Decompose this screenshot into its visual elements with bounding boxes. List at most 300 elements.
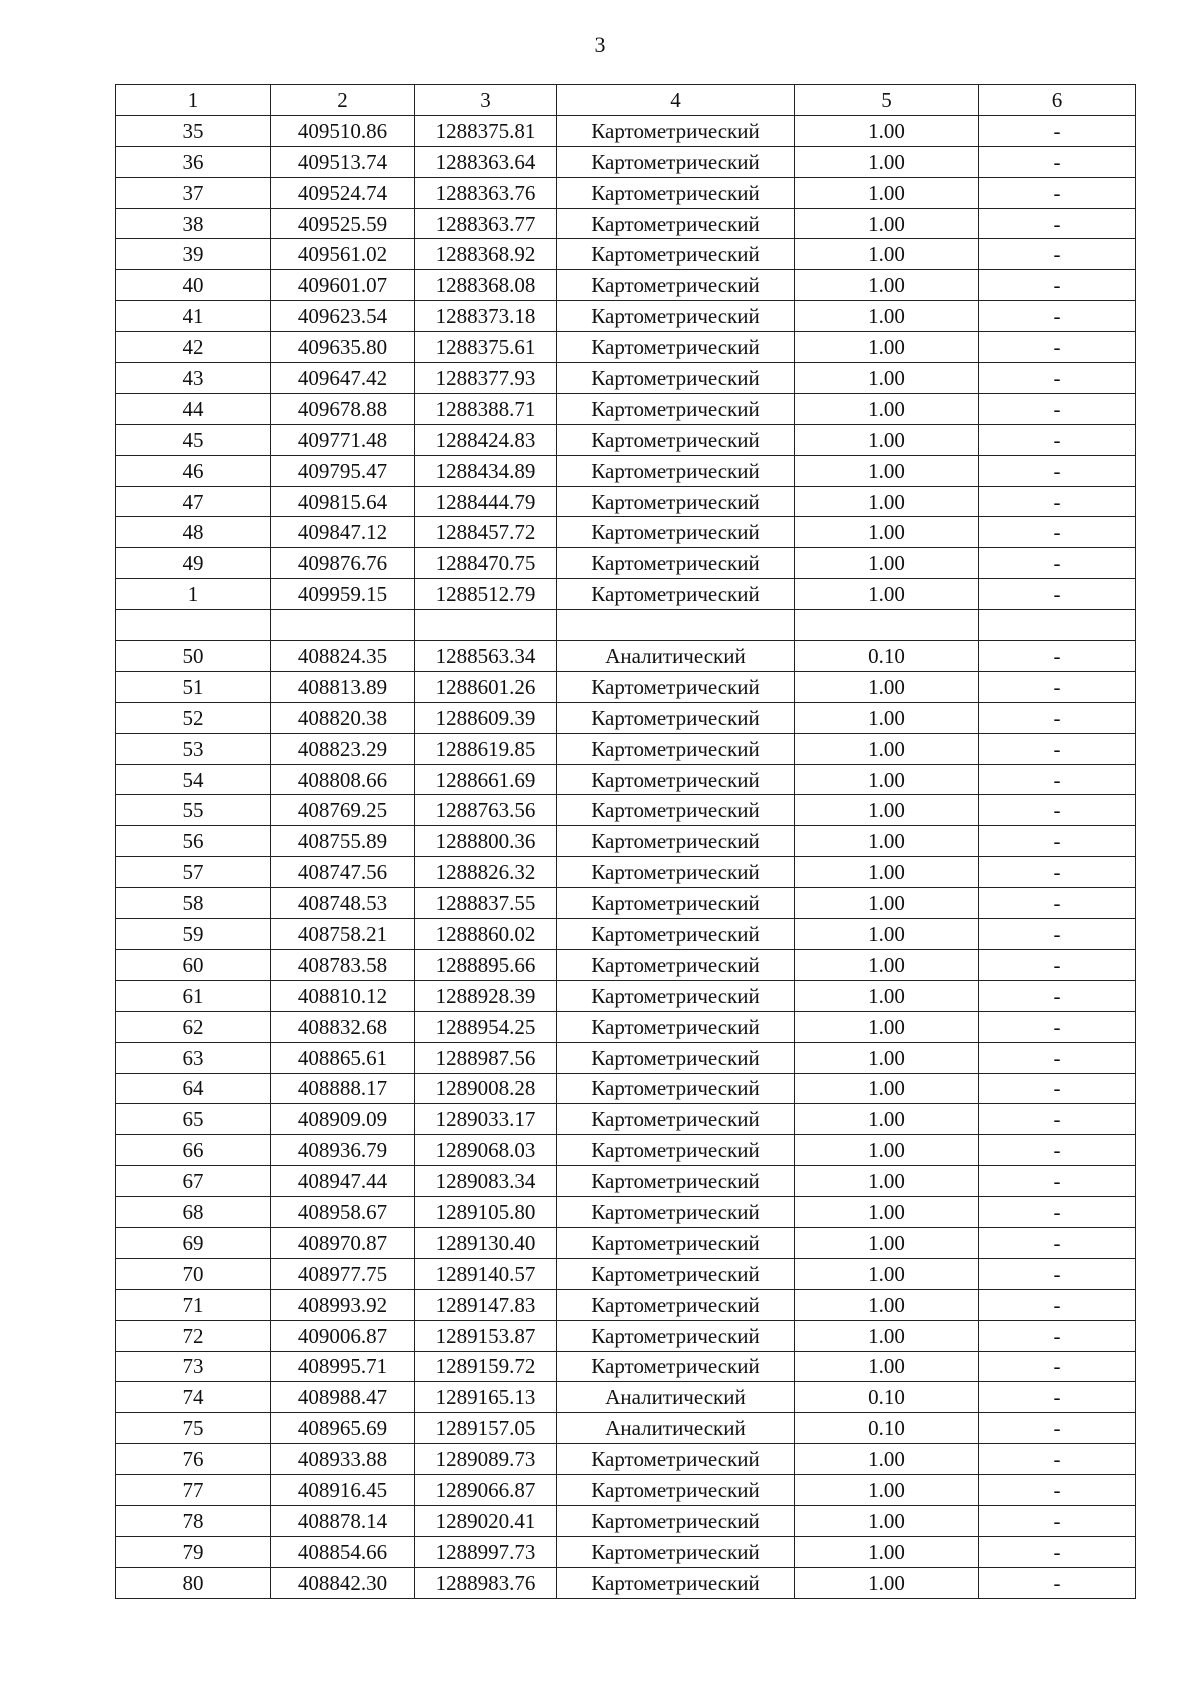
cell-note: - bbox=[979, 641, 1136, 672]
cell-method: Картометрический bbox=[557, 702, 795, 733]
cell-coord-y: 1288377.93 bbox=[415, 363, 557, 394]
cell-coord-y: 1289066.87 bbox=[415, 1475, 557, 1506]
cell-coord-x: 408878.14 bbox=[271, 1505, 415, 1536]
cell-coord-y: 1288826.32 bbox=[415, 857, 557, 888]
cell-coord-y: 1288609.39 bbox=[415, 702, 557, 733]
cell-method: Картометрический bbox=[557, 980, 795, 1011]
cell-method: Картометрический bbox=[557, 517, 795, 548]
cell-coord-y: 1289033.17 bbox=[415, 1104, 557, 1135]
cell-accuracy: 1.00 bbox=[795, 1536, 979, 1567]
cell-point-number: 60 bbox=[116, 949, 271, 980]
cell-method: Картометрический bbox=[557, 548, 795, 579]
cell-method: Картометрический bbox=[557, 764, 795, 795]
cell-coord-x: 409847.12 bbox=[271, 517, 415, 548]
cell-method: Картометрический bbox=[557, 486, 795, 517]
column-header-3: 3 bbox=[415, 85, 557, 116]
cell-point-number: 55 bbox=[116, 795, 271, 826]
table-row bbox=[116, 980, 1136, 1011]
cell-point-number: 36 bbox=[116, 146, 271, 177]
cell-coord-x: 409623.54 bbox=[271, 301, 415, 332]
cell-point-number: 54 bbox=[116, 764, 271, 795]
cell-point-number: 42 bbox=[116, 332, 271, 363]
cell-coord-x: 409815.64 bbox=[271, 486, 415, 517]
cell-accuracy: 1.00 bbox=[795, 795, 979, 826]
cell-accuracy: 1.00 bbox=[795, 424, 979, 455]
cell-accuracy: 1.00 bbox=[795, 301, 979, 332]
cell-note: - bbox=[979, 949, 1136, 980]
cell-note: - bbox=[979, 1042, 1136, 1073]
cell-note: - bbox=[979, 177, 1136, 208]
table-row bbox=[116, 1042, 1136, 1073]
cell-coord-x: 408909.09 bbox=[271, 1104, 415, 1135]
table-row bbox=[116, 1104, 1136, 1135]
cell-point-number: 44 bbox=[116, 393, 271, 424]
cell-note: - bbox=[979, 1475, 1136, 1506]
cell-method: Картометрический bbox=[557, 455, 795, 486]
cell-method: Картометрический bbox=[557, 949, 795, 980]
table-row bbox=[116, 1475, 1136, 1506]
cell-point-number: 52 bbox=[116, 702, 271, 733]
cell-coord-y: 1288470.75 bbox=[415, 548, 557, 579]
cell-note: - bbox=[979, 1382, 1136, 1413]
cell-point-number: 69 bbox=[116, 1227, 271, 1258]
cell-note: - bbox=[979, 1073, 1136, 1104]
cell-point-number: 67 bbox=[116, 1166, 271, 1197]
cell-coord-x: 408947.44 bbox=[271, 1166, 415, 1197]
cell-method: Аналитический bbox=[557, 1413, 795, 1444]
cell-coord-x: 409561.02 bbox=[271, 239, 415, 270]
cell-method: Аналитический bbox=[557, 641, 795, 672]
cell-coord-y: 1288363.77 bbox=[415, 208, 557, 239]
cell-accuracy: 1.00 bbox=[795, 857, 979, 888]
cell-method: Картометрический bbox=[557, 579, 795, 610]
cell-coord-x: 408977.75 bbox=[271, 1258, 415, 1289]
cell-note: - bbox=[979, 795, 1136, 826]
cell-method: Картометрический bbox=[557, 301, 795, 332]
cell-note bbox=[979, 610, 1136, 641]
cell-accuracy: 1.00 bbox=[795, 919, 979, 950]
cell-coord-x: 409601.07 bbox=[271, 270, 415, 301]
cell-coord-x: 408810.12 bbox=[271, 980, 415, 1011]
cell-coord-y: 1288444.79 bbox=[415, 486, 557, 517]
cell-point-number: 35 bbox=[116, 115, 271, 146]
cell-coord-x: 408970.87 bbox=[271, 1227, 415, 1258]
cell-coord-x: 409876.76 bbox=[271, 548, 415, 579]
cell-coord-y: 1288895.66 bbox=[415, 949, 557, 980]
cell-coord-x: 409524.74 bbox=[271, 177, 415, 208]
cell-note: - bbox=[979, 1320, 1136, 1351]
cell-method: Картометрический bbox=[557, 1351, 795, 1382]
table-row bbox=[116, 1166, 1136, 1197]
table-row bbox=[116, 1505, 1136, 1536]
cell-accuracy: 1.00 bbox=[795, 1042, 979, 1073]
cell-point-number: 57 bbox=[116, 857, 271, 888]
cell-point-number: 73 bbox=[116, 1351, 271, 1382]
cell-point-number: 62 bbox=[116, 1011, 271, 1042]
table-row bbox=[116, 1444, 1136, 1475]
cell-note: - bbox=[979, 208, 1136, 239]
cell-point-number: 37 bbox=[116, 177, 271, 208]
cell-point-number: 49 bbox=[116, 548, 271, 579]
table-row bbox=[116, 270, 1136, 301]
cell-method: Картометрический bbox=[557, 1227, 795, 1258]
table-row bbox=[116, 579, 1136, 610]
table-row bbox=[116, 610, 1136, 641]
cell-note: - bbox=[979, 1197, 1136, 1228]
cell-coord-y: 1288601.26 bbox=[415, 671, 557, 702]
table-row bbox=[116, 239, 1136, 270]
cell-coord-y: 1288363.76 bbox=[415, 177, 557, 208]
cell-accuracy: 1.00 bbox=[795, 332, 979, 363]
cell-note: - bbox=[979, 1166, 1136, 1197]
cell-note: - bbox=[979, 332, 1136, 363]
cell-point-number: 63 bbox=[116, 1042, 271, 1073]
cell-point-number: 78 bbox=[116, 1505, 271, 1536]
cell-coord-y: 1288388.71 bbox=[415, 393, 557, 424]
cell-coord-y: 1289020.41 bbox=[415, 1505, 557, 1536]
table-row bbox=[116, 857, 1136, 888]
cell-coord-y: 1289153.87 bbox=[415, 1320, 557, 1351]
cell-coord-x: 409513.74 bbox=[271, 146, 415, 177]
cell-note: - bbox=[979, 764, 1136, 795]
cell-coord-y: 1288375.81 bbox=[415, 115, 557, 146]
cell-coord-y: 1289008.28 bbox=[415, 1073, 557, 1104]
cell-accuracy: 1.00 bbox=[795, 1073, 979, 1104]
cell-method: Картометрический bbox=[557, 795, 795, 826]
table-row bbox=[116, 826, 1136, 857]
cell-note: - bbox=[979, 1536, 1136, 1567]
page-number: 3 bbox=[594, 32, 606, 57]
cell-note: - bbox=[979, 548, 1136, 579]
cell-point-number: 46 bbox=[116, 455, 271, 486]
cell-point-number: 64 bbox=[116, 1073, 271, 1104]
cell-note: - bbox=[979, 393, 1136, 424]
cell-point-number: 51 bbox=[116, 671, 271, 702]
cell-note: - bbox=[979, 702, 1136, 733]
cell-coord-y: 1288373.18 bbox=[415, 301, 557, 332]
cell-accuracy: 1.00 bbox=[795, 1197, 979, 1228]
cell-point-number: 76 bbox=[116, 1444, 271, 1475]
cell-coord-x: 408854.66 bbox=[271, 1536, 415, 1567]
cell-accuracy: 1.00 bbox=[795, 1444, 979, 1475]
cell-accuracy: 1.00 bbox=[795, 1135, 979, 1166]
cell-point-number: 68 bbox=[116, 1197, 271, 1228]
cell-note: - bbox=[979, 1444, 1136, 1475]
header-row bbox=[116, 85, 1136, 116]
cell-coord-x: 409510.86 bbox=[271, 115, 415, 146]
table-row bbox=[116, 393, 1136, 424]
cell-accuracy: 1.00 bbox=[795, 177, 979, 208]
table-row bbox=[116, 1227, 1136, 1258]
cell-coord-y: 1288619.85 bbox=[415, 733, 557, 764]
cell-coord-y: 1288661.69 bbox=[415, 764, 557, 795]
cell-method: Картометрический bbox=[557, 1197, 795, 1228]
cell-accuracy: 1.00 bbox=[795, 1258, 979, 1289]
cell-coord-y: 1289157.05 bbox=[415, 1413, 557, 1444]
cell-point-number: 61 bbox=[116, 980, 271, 1011]
table-row bbox=[116, 146, 1136, 177]
cell-method: Картометрический bbox=[557, 1536, 795, 1567]
cell-coord-x: 408933.88 bbox=[271, 1444, 415, 1475]
cell-method: Картометрический bbox=[557, 393, 795, 424]
cell-accuracy: 1.00 bbox=[795, 486, 979, 517]
cell-note: - bbox=[979, 517, 1136, 548]
cell-method: Картометрический bbox=[557, 1289, 795, 1320]
cell-coord-x: 409525.59 bbox=[271, 208, 415, 239]
cell-accuracy: 1.00 bbox=[795, 115, 979, 146]
cell-coord-y: 1288837.55 bbox=[415, 888, 557, 919]
table-row bbox=[116, 795, 1136, 826]
table-row bbox=[116, 1536, 1136, 1567]
cell-note: - bbox=[979, 239, 1136, 270]
cell-accuracy: 1.00 bbox=[795, 1289, 979, 1320]
cell-method: Картометрический bbox=[557, 826, 795, 857]
cell-accuracy: 1.00 bbox=[795, 363, 979, 394]
cell-method: Картометрический bbox=[557, 332, 795, 363]
cell-coord-y: 1289147.83 bbox=[415, 1289, 557, 1320]
cell-accuracy: 1.00 bbox=[795, 393, 979, 424]
cell-method: Картометрический bbox=[557, 888, 795, 919]
cell-point-number: 65 bbox=[116, 1104, 271, 1135]
cell-note: - bbox=[979, 1104, 1136, 1135]
cell-coord-y: 1288983.76 bbox=[415, 1567, 557, 1598]
cell-accuracy: 0.10 bbox=[795, 641, 979, 672]
cell-point-number: 50 bbox=[116, 641, 271, 672]
cell-coord-x: 409006.87 bbox=[271, 1320, 415, 1351]
cell-point-number: 66 bbox=[116, 1135, 271, 1166]
table-row bbox=[116, 888, 1136, 919]
cell-coord-y: 1289159.72 bbox=[415, 1351, 557, 1382]
cell-accuracy: 1.00 bbox=[795, 1166, 979, 1197]
table-row bbox=[116, 208, 1136, 239]
cell-note: - bbox=[979, 1505, 1136, 1536]
table-row bbox=[116, 424, 1136, 455]
cell-note: - bbox=[979, 1567, 1136, 1598]
cell-coord-x: 409678.88 bbox=[271, 393, 415, 424]
column-header-1: 1 bbox=[116, 85, 271, 116]
table-row bbox=[116, 1351, 1136, 1382]
cell-method: Картометрический bbox=[557, 363, 795, 394]
cell-accuracy: 1.00 bbox=[795, 1320, 979, 1351]
cell-method: Картометрический bbox=[557, 1166, 795, 1197]
column-header-6: 6 bbox=[979, 85, 1136, 116]
cell-note: - bbox=[979, 486, 1136, 517]
cell-coord-y: 1288368.92 bbox=[415, 239, 557, 270]
cell-coord-x: 409647.42 bbox=[271, 363, 415, 394]
cell-accuracy: 1.00 bbox=[795, 146, 979, 177]
cell-method: Картометрический bbox=[557, 1505, 795, 1536]
cell-coord-y: 1288434.89 bbox=[415, 455, 557, 486]
cell-method: Картометрический bbox=[557, 1011, 795, 1042]
cell-method: Картометрический bbox=[557, 1475, 795, 1506]
cell-point-number: 41 bbox=[116, 301, 271, 332]
cell-accuracy: 1.00 bbox=[795, 548, 979, 579]
cell-method: Картометрический bbox=[557, 424, 795, 455]
cell-point-number: 58 bbox=[116, 888, 271, 919]
cell-coord-y: 1289165.13 bbox=[415, 1382, 557, 1413]
table-row bbox=[116, 949, 1136, 980]
cell-accuracy: 1.00 bbox=[795, 1011, 979, 1042]
table-body bbox=[116, 115, 1136, 1598]
cell-coord-x: 409635.80 bbox=[271, 332, 415, 363]
cell-coord-x: 408888.17 bbox=[271, 1073, 415, 1104]
cell-coord-y bbox=[415, 610, 557, 641]
cell-point-number: 47 bbox=[116, 486, 271, 517]
table-row bbox=[116, 671, 1136, 702]
cell-method: Картометрический bbox=[557, 857, 795, 888]
cell-point-number: 79 bbox=[116, 1536, 271, 1567]
column-header-2: 2 bbox=[271, 85, 415, 116]
cell-coord-y: 1289105.80 bbox=[415, 1197, 557, 1228]
cell-method: Картометрический bbox=[557, 1135, 795, 1166]
cell-accuracy: 1.00 bbox=[795, 888, 979, 919]
cell-coord-y: 1288987.56 bbox=[415, 1042, 557, 1073]
table-row bbox=[116, 641, 1136, 672]
table-row bbox=[116, 177, 1136, 208]
cell-accuracy: 1.00 bbox=[795, 671, 979, 702]
cell-note: - bbox=[979, 301, 1136, 332]
cell-accuracy: 1.00 bbox=[795, 1567, 979, 1598]
table-row bbox=[116, 1258, 1136, 1289]
cell-accuracy: 1.00 bbox=[795, 949, 979, 980]
table-row bbox=[116, 764, 1136, 795]
cell-accuracy: 1.00 bbox=[795, 1475, 979, 1506]
cell-coord-y: 1289130.40 bbox=[415, 1227, 557, 1258]
cell-method: Аналитический bbox=[557, 1382, 795, 1413]
cell-accuracy: 1.00 bbox=[795, 1104, 979, 1135]
cell-accuracy: 1.00 bbox=[795, 208, 979, 239]
cell-coord-y: 1288763.56 bbox=[415, 795, 557, 826]
cell-coord-x: 408755.89 bbox=[271, 826, 415, 857]
cell-method: Картометрический bbox=[557, 1444, 795, 1475]
cell-coord-x: 408747.56 bbox=[271, 857, 415, 888]
cell-accuracy: 1.00 bbox=[795, 1505, 979, 1536]
cell-method: Картометрический bbox=[557, 733, 795, 764]
cell-coord-y: 1288860.02 bbox=[415, 919, 557, 950]
cell-point-number: 38 bbox=[116, 208, 271, 239]
cell-coord-y: 1288424.83 bbox=[415, 424, 557, 455]
table-row bbox=[116, 455, 1136, 486]
cell-coord-x: 409959.15 bbox=[271, 579, 415, 610]
cell-coord-x bbox=[271, 610, 415, 641]
cell-accuracy: 1.00 bbox=[795, 517, 979, 548]
cell-accuracy: 1.00 bbox=[795, 270, 979, 301]
cell-point-number: 77 bbox=[116, 1475, 271, 1506]
cell-note: - bbox=[979, 980, 1136, 1011]
cell-coord-y: 1288512.79 bbox=[415, 579, 557, 610]
cell-method: Картометрический bbox=[557, 1104, 795, 1135]
cell-accuracy: 1.00 bbox=[795, 826, 979, 857]
table-row bbox=[116, 702, 1136, 733]
cell-note: - bbox=[979, 579, 1136, 610]
table-header bbox=[116, 85, 1136, 116]
cell-method: Картометрический bbox=[557, 671, 795, 702]
cell-coord-x: 409795.47 bbox=[271, 455, 415, 486]
cell-point-number: 71 bbox=[116, 1289, 271, 1320]
table-row bbox=[116, 919, 1136, 950]
cell-point-number: 70 bbox=[116, 1258, 271, 1289]
column-header-4: 4 bbox=[557, 85, 795, 116]
cell-note: - bbox=[979, 1227, 1136, 1258]
cell-coord-x: 408988.47 bbox=[271, 1382, 415, 1413]
cell-note: - bbox=[979, 1135, 1136, 1166]
table-row bbox=[116, 1320, 1136, 1351]
cell-method: Картометрический bbox=[557, 919, 795, 950]
table-row bbox=[116, 1135, 1136, 1166]
cell-note: - bbox=[979, 919, 1136, 950]
cell-coord-x: 408748.53 bbox=[271, 888, 415, 919]
cell-coord-x: 408832.68 bbox=[271, 1011, 415, 1042]
cell-note: - bbox=[979, 826, 1136, 857]
cell-accuracy: 1.00 bbox=[795, 980, 979, 1011]
cell-coord-x: 408965.69 bbox=[271, 1413, 415, 1444]
cell-point-number: 75 bbox=[116, 1413, 271, 1444]
cell-point-number: 59 bbox=[116, 919, 271, 950]
cell-coord-y: 1289068.03 bbox=[415, 1135, 557, 1166]
cell-accuracy: 1.00 bbox=[795, 1227, 979, 1258]
cell-coord-x: 408824.35 bbox=[271, 641, 415, 672]
cell-accuracy: 1.00 bbox=[795, 733, 979, 764]
cell-coord-y: 1288800.36 bbox=[415, 826, 557, 857]
cell-point-number: 40 bbox=[116, 270, 271, 301]
cell-method: Картометрический bbox=[557, 270, 795, 301]
cell-coord-x: 408995.71 bbox=[271, 1351, 415, 1382]
cell-accuracy: 1.00 bbox=[795, 1351, 979, 1382]
table-row bbox=[116, 301, 1136, 332]
cell-point-number: 53 bbox=[116, 733, 271, 764]
column-header-5: 5 bbox=[795, 85, 979, 116]
cell-note: - bbox=[979, 146, 1136, 177]
cell-coord-x: 408808.66 bbox=[271, 764, 415, 795]
cell-coord-y: 1288368.08 bbox=[415, 270, 557, 301]
cell-coord-y: 1288954.25 bbox=[415, 1011, 557, 1042]
cell-point-number: 43 bbox=[116, 363, 271, 394]
cell-method: Картометрический bbox=[557, 208, 795, 239]
cell-method bbox=[557, 610, 795, 641]
cell-coord-x: 408783.58 bbox=[271, 949, 415, 980]
cell-note: - bbox=[979, 363, 1136, 394]
cell-coord-x: 408936.79 bbox=[271, 1135, 415, 1166]
cell-coord-x: 408993.92 bbox=[271, 1289, 415, 1320]
cell-accuracy: 0.10 bbox=[795, 1413, 979, 1444]
cell-coord-x: 408865.61 bbox=[271, 1042, 415, 1073]
cell-coord-x: 408820.38 bbox=[271, 702, 415, 733]
cell-method: Картометрический bbox=[557, 1258, 795, 1289]
cell-point-number bbox=[116, 610, 271, 641]
cell-point-number: 1 bbox=[116, 579, 271, 610]
cell-method: Картометрический bbox=[557, 177, 795, 208]
table-row bbox=[116, 1197, 1136, 1228]
cell-method: Картометрический bbox=[557, 115, 795, 146]
cell-accuracy: 0.10 bbox=[795, 1382, 979, 1413]
cell-method: Картометрический bbox=[557, 1320, 795, 1351]
cell-coord-x: 408958.67 bbox=[271, 1197, 415, 1228]
cell-point-number: 48 bbox=[116, 517, 271, 548]
cell-coord-y: 1289089.73 bbox=[415, 1444, 557, 1475]
cell-note: - bbox=[979, 733, 1136, 764]
cell-method: Картометрический bbox=[557, 146, 795, 177]
cell-note: - bbox=[979, 888, 1136, 919]
cell-coord-y: 1288375.61 bbox=[415, 332, 557, 363]
table-row bbox=[116, 517, 1136, 548]
cell-note: - bbox=[979, 270, 1136, 301]
cell-point-number: 74 bbox=[116, 1382, 271, 1413]
cell-note: - bbox=[979, 1413, 1136, 1444]
table-row bbox=[116, 363, 1136, 394]
cell-note: - bbox=[979, 671, 1136, 702]
cell-note: - bbox=[979, 1351, 1136, 1382]
cell-point-number: 80 bbox=[116, 1567, 271, 1598]
